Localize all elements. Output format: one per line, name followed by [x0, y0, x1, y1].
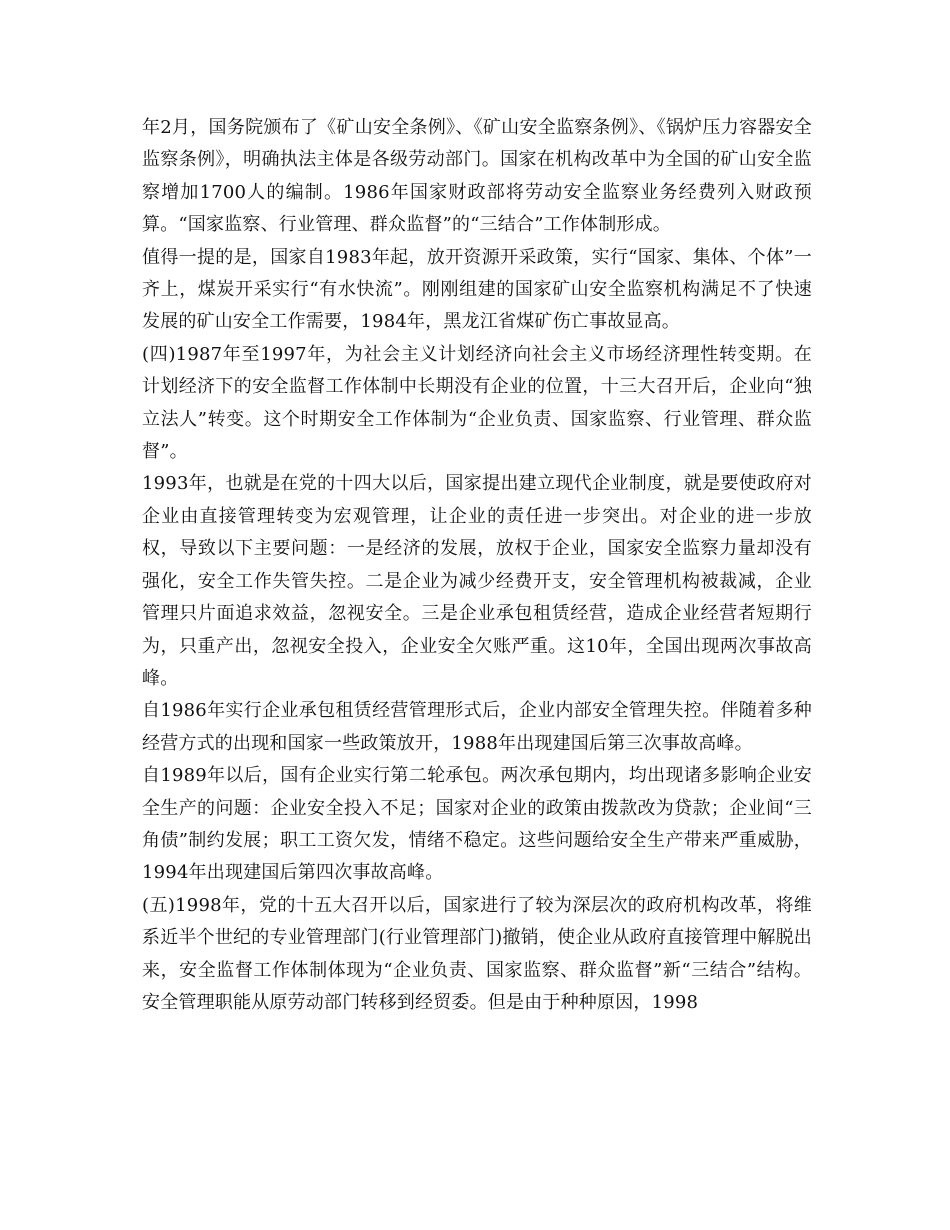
paragraph-7: (五)1998年，党的十五大召开以后，国家进行了较为深层次的政府机构改革，将维系近半个世纪的专业管理部门(行业管理部门)撤销，使企业从政府直接管理中解脱出来，安全监督工作体制体现为“企业负责、国家监察、群众监督”新“三结合”结构。安全管理职能从原劳动部门转移到经贸委。但是由于种种原因，1998	[142, 894, 812, 1013]
paragraph-1: 年2月，国务院颁布了《矿山安全条例》、《矿山安全监察条例》、《锅炉压力容器安全监察条例》，明确执法主体是各级劳动部门。国家在机构改革中为全国的矿山安全监察增加1700人的编制。1986年国家财政部将劳动安全监察业务经费列入财政预算。“国家监察、行业管理、群众监督”的“三结合”工作体制形成。	[142, 117, 812, 236]
document-body	[142, 112, 812, 1019]
paragraph-5: 自1986年实行企业承包租赁经营管理形式后，企业内部安全管理失控。伴随着多种经营方式的出现和国家一些政策放开，1988年出现建国后第三次事故高峰。	[142, 700, 812, 754]
paragraph-3: (四)1987年至1997年，为社会主义计划经济向社会主义市场经济理性转变期。在计划经济下的安全监督工作体制中长期没有企业的位置，十三大召开后，企业向“独立法人”转变。这个时期安全工作体制为“企业负责、国家监察、行业管理、群众监督”。	[142, 343, 812, 463]
paragraph-2: 值得一提的是，国家自1983年起，放开资源开采政策，实行“国家、集体、个体”一齐上，煤炭开采实行“有水快流”。刚刚组建的国家矿山安全监察机构满足不了快速发展的矿山安全工作需要，1984年，黑龙江省煤矿伤亡事故显高。	[142, 246, 812, 333]
paragraph-6: 自1989年以后，国有企业实行第二轮承包。两次承包期内，均出现诸多影响企业安全生产的问题：企业安全投入不足；国家对企业的政策由拨款改为贷款；企业间“三角债”制约发展；职工工资欠发，情绪不稳定。这些问题给安全生产带来严重威胁，1994年出现建国后第四次事故高峰。	[142, 765, 812, 884]
paragraph-4: 1993年，也就是在党的十四大以后，国家提出建立现代企业制度，就是要使政府对企业由直接管理转变为宏观管理，让企业的责任进一步突出。对企业的进一步放权，导致以下主要问题：一是经济的发展，放权于企业，国家安全监察力量却没有强化，安全工作失管失控。二是企业为减少经费开支，安全管理机构被裁减，企业管理只片面追求效益，忽视安全。三是企业承包租赁经营，造成企业经营者短期行为，只重产出，忽视安全投入，企业安全欠账严重。这10年，全国出现两次事故高峰。	[142, 473, 812, 689]
